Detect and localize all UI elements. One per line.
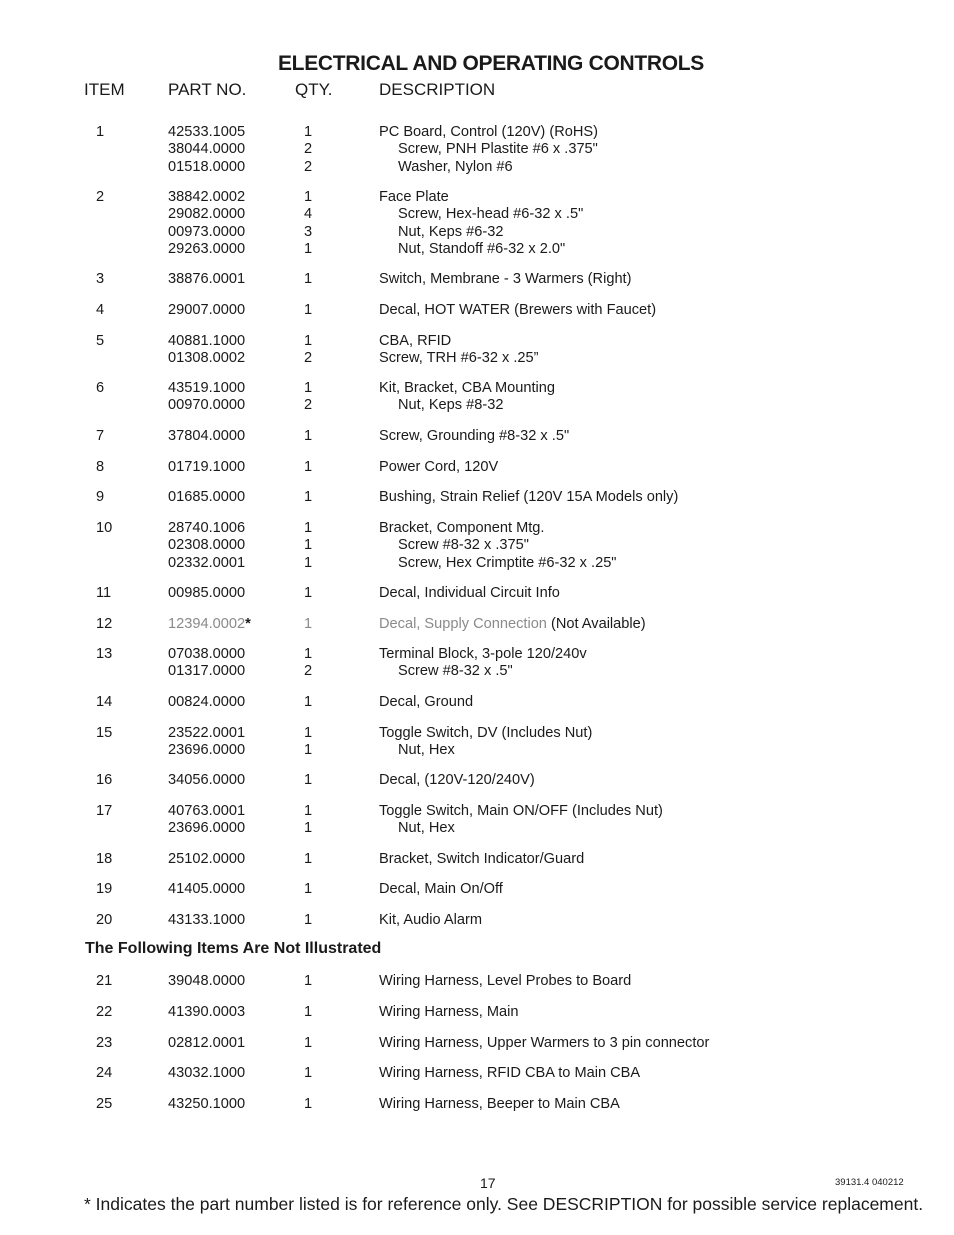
part-number-value: 40763.0001 bbox=[168, 803, 246, 819]
table-row bbox=[0, 380, 954, 397]
description bbox=[379, 772, 535, 789]
table-subrow bbox=[0, 820, 954, 837]
quantity: 1 bbox=[304, 537, 313, 554]
part-number-value: 43250.1000 bbox=[168, 1096, 246, 1112]
description-text: Power Cord, 120V bbox=[379, 459, 499, 475]
parts-group bbox=[0, 585, 954, 602]
quantity: 1 bbox=[304, 124, 313, 140]
part-number-value: 00985.0000 bbox=[168, 585, 246, 601]
description bbox=[379, 350, 539, 367]
parts-group bbox=[0, 616, 954, 633]
part-number bbox=[168, 585, 245, 602]
parts-group bbox=[0, 271, 954, 288]
table-row bbox=[0, 302, 954, 319]
quantity: 2 bbox=[304, 663, 313, 680]
parts-group bbox=[0, 803, 954, 838]
table-row bbox=[0, 973, 954, 990]
table-row bbox=[0, 694, 954, 711]
quantity: 1 bbox=[304, 554, 313, 571]
parts-group bbox=[0, 772, 954, 789]
part-number-value: 23696.0000 bbox=[168, 742, 246, 759]
quantity: 2 bbox=[304, 141, 313, 158]
part-number bbox=[168, 333, 245, 350]
description-text: Decal, HOT WATER (Brewers with Faucet) bbox=[379, 302, 657, 318]
part-number bbox=[168, 1096, 245, 1113]
part-number bbox=[168, 820, 245, 837]
item-number: 2 bbox=[96, 189, 105, 205]
parts-group bbox=[0, 124, 954, 176]
parts-group bbox=[0, 1096, 954, 1113]
item-number: 20 bbox=[96, 912, 113, 928]
description-text: Nut, Standoff #6-32 x 2.0" bbox=[398, 241, 566, 258]
header-qty: QTY. bbox=[295, 80, 333, 99]
part-number-value: 01719.1000 bbox=[168, 459, 246, 475]
quantity: 1 bbox=[304, 694, 313, 710]
description bbox=[379, 803, 663, 820]
parts-group bbox=[0, 189, 954, 259]
part-number bbox=[168, 141, 245, 158]
table-subrow bbox=[0, 397, 954, 414]
table-row bbox=[0, 616, 954, 633]
table-row bbox=[0, 333, 954, 350]
description-text: Screw, Hex Crimptite #6-32 x .25" bbox=[398, 554, 617, 571]
parts-group bbox=[0, 520, 954, 572]
parts-group bbox=[0, 912, 954, 929]
description-text: Screw #8-32 x .375" bbox=[398, 537, 529, 554]
part-number bbox=[168, 189, 245, 206]
table-row bbox=[0, 881, 954, 898]
item-number: 3 bbox=[96, 271, 105, 287]
description-text: Decal, Supply Connection bbox=[379, 616, 547, 632]
description bbox=[379, 881, 503, 898]
description bbox=[379, 973, 631, 990]
parts-group bbox=[0, 973, 954, 990]
part-number-value: 23696.0000 bbox=[168, 820, 246, 837]
description-text: Decal, Main On/Off bbox=[379, 881, 503, 897]
table-row bbox=[0, 1065, 954, 1082]
item-number: 9 bbox=[96, 489, 105, 505]
part-number-value: 01518.0000 bbox=[168, 158, 246, 175]
table-subrow bbox=[0, 350, 954, 367]
table-subrow bbox=[0, 742, 954, 759]
part-number-value: 28740.1006 bbox=[168, 520, 246, 536]
quantity: 1 bbox=[304, 772, 313, 788]
part-number bbox=[168, 851, 245, 868]
table-subrow bbox=[0, 159, 954, 176]
part-number-value: 41390.0003 bbox=[168, 1004, 246, 1020]
description bbox=[379, 616, 646, 633]
item-number: 4 bbox=[96, 302, 105, 318]
part-number-value: 29007.0000 bbox=[168, 302, 246, 318]
part-number bbox=[168, 206, 245, 223]
table-row bbox=[0, 489, 954, 506]
part-number-value: 34056.0000 bbox=[168, 772, 246, 788]
parts-group bbox=[0, 881, 954, 898]
description-text: Screw, Hex-head #6-32 x .5" bbox=[398, 206, 584, 223]
part-number-value: 40881.1000 bbox=[168, 333, 246, 349]
part-number bbox=[168, 224, 245, 241]
part-number-value: 02308.0000 bbox=[168, 537, 246, 554]
quantity: 1 bbox=[304, 489, 313, 505]
table-row bbox=[0, 189, 954, 206]
quantity: 1 bbox=[304, 1004, 313, 1020]
part-number bbox=[168, 725, 245, 742]
description bbox=[379, 1004, 519, 1021]
description-text: Wiring Harness, Upper Warmers to 3 pin connector bbox=[379, 1035, 710, 1051]
quantity: 1 bbox=[304, 241, 313, 258]
description-text: Screw, PNH Plastite #6 x .375" bbox=[398, 141, 598, 158]
table-subrow bbox=[0, 206, 954, 223]
item-number: 17 bbox=[96, 803, 113, 819]
item-number: 8 bbox=[96, 459, 105, 475]
quantity: 1 bbox=[304, 271, 313, 287]
quantity: 1 bbox=[304, 1065, 313, 1081]
item-number: 1 bbox=[96, 124, 105, 140]
part-number-value: 01308.0002 bbox=[168, 350, 246, 367]
part-number-value: 12394.0002 bbox=[168, 616, 246, 632]
table-row bbox=[0, 585, 954, 602]
description bbox=[379, 380, 555, 397]
quantity: 1 bbox=[304, 380, 313, 396]
item-number: 23 bbox=[96, 1035, 113, 1051]
description-text: Switch, Membrane - 3 Warmers (Right) bbox=[379, 271, 632, 287]
description bbox=[379, 646, 587, 663]
quantity: 1 bbox=[304, 616, 313, 632]
part-number-value: 43519.1000 bbox=[168, 380, 246, 396]
part-number bbox=[168, 973, 245, 990]
item-number: 10 bbox=[96, 520, 113, 536]
part-number-value: 02812.0001 bbox=[168, 1035, 246, 1051]
item-number: 19 bbox=[96, 881, 113, 897]
description bbox=[379, 189, 449, 206]
description bbox=[379, 1096, 620, 1113]
part-number bbox=[168, 489, 245, 506]
quantity: 1 bbox=[304, 725, 313, 741]
part-number bbox=[168, 428, 245, 445]
table-row bbox=[0, 803, 954, 820]
item-number: 25 bbox=[96, 1096, 113, 1112]
table-subrow bbox=[0, 141, 954, 158]
part-number-value: 01685.0000 bbox=[168, 489, 246, 505]
table-row bbox=[0, 1004, 954, 1021]
description-text: Terminal Block, 3-pole 120/240v bbox=[379, 646, 587, 662]
part-number-value: 02332.0001 bbox=[168, 554, 246, 571]
item-number: 18 bbox=[96, 851, 113, 867]
part-number bbox=[168, 1065, 245, 1082]
description bbox=[379, 489, 678, 506]
item-number: 12 bbox=[96, 616, 113, 632]
parts-group bbox=[0, 459, 954, 476]
item-number: 13 bbox=[96, 646, 113, 662]
part-number-value: 42533.1005 bbox=[168, 124, 246, 140]
part-number-value: 01317.0000 bbox=[168, 663, 246, 680]
item-number: 5 bbox=[96, 333, 105, 349]
description bbox=[379, 585, 560, 602]
description-text: Decal, Individual Circuit Info bbox=[379, 585, 560, 601]
description-text: CBA, RFID bbox=[379, 333, 452, 349]
item-number: 6 bbox=[96, 380, 105, 396]
description-text: Washer, Nylon #6 bbox=[398, 158, 513, 175]
table-subrow bbox=[0, 224, 954, 241]
description-text: Bracket, Component Mtg. bbox=[379, 520, 545, 536]
table-row bbox=[0, 1096, 954, 1113]
part-number bbox=[168, 1035, 245, 1052]
item-number: 21 bbox=[96, 973, 113, 989]
description bbox=[398, 820, 455, 837]
quantity: 1 bbox=[304, 189, 313, 205]
part-number-value: 29082.0000 bbox=[168, 206, 246, 223]
quantity: 1 bbox=[304, 1035, 313, 1051]
quantity: 2 bbox=[304, 158, 313, 175]
item-number: 22 bbox=[96, 1004, 113, 1020]
part-number-value: 38044.0000 bbox=[168, 141, 246, 158]
table-subrow bbox=[0, 663, 954, 680]
description-note: (Not Available) bbox=[546, 616, 646, 632]
description-text: Kit, Bracket, CBA Mounting bbox=[379, 380, 556, 396]
description-text: Kit, Audio Alarm bbox=[379, 912, 483, 928]
footnote: * Indicates the part number listed is for reference only. See DESCRIPTION for possible service replacement. bbox=[84, 1194, 924, 1214]
description-text: Toggle Switch, Main ON/OFF (Includes Nut) bbox=[379, 803, 663, 819]
part-number bbox=[168, 159, 245, 176]
description bbox=[379, 694, 473, 711]
description bbox=[398, 206, 583, 223]
item-number: 24 bbox=[96, 1065, 113, 1081]
quantity: 1 bbox=[304, 520, 313, 536]
description-text: Nut, Keps #8-32 bbox=[398, 397, 504, 414]
quantity: 1 bbox=[304, 459, 313, 475]
description bbox=[398, 555, 617, 572]
quantity: 2 bbox=[304, 397, 313, 414]
part-number bbox=[168, 241, 245, 258]
part-number bbox=[168, 1004, 245, 1021]
description bbox=[379, 851, 584, 868]
header-item: ITEM bbox=[84, 80, 125, 99]
table-row bbox=[0, 459, 954, 476]
page-number: 17 bbox=[480, 1175, 496, 1191]
description bbox=[379, 271, 631, 288]
parts-group bbox=[0, 1065, 954, 1082]
item-number: 14 bbox=[96, 694, 113, 710]
description-text: Wiring Harness, Main bbox=[379, 1004, 519, 1020]
parts-group bbox=[0, 1004, 954, 1021]
quantity: 1 bbox=[304, 585, 313, 601]
item-number: 11 bbox=[96, 585, 112, 601]
table-row bbox=[0, 124, 954, 141]
quantity: 1 bbox=[304, 803, 313, 819]
quantity: 1 bbox=[304, 851, 313, 867]
description bbox=[398, 159, 513, 176]
part-number bbox=[168, 520, 245, 537]
part-number-value: 41405.0000 bbox=[168, 881, 246, 897]
part-number bbox=[168, 912, 245, 929]
description bbox=[398, 397, 503, 414]
part-number-value: 00970.0000 bbox=[168, 397, 246, 414]
table-subrow bbox=[0, 241, 954, 258]
description-text: Wiring Harness, Beeper to Main CBA bbox=[379, 1096, 620, 1112]
parts-group bbox=[0, 694, 954, 711]
part-number-value: 23522.0001 bbox=[168, 725, 246, 741]
part-number bbox=[168, 555, 245, 572]
description bbox=[379, 1035, 709, 1052]
parts-group bbox=[0, 851, 954, 868]
quantity: 1 bbox=[304, 820, 313, 837]
parts-group bbox=[0, 725, 954, 760]
description bbox=[379, 1065, 640, 1082]
parts-group bbox=[0, 428, 954, 445]
part-number bbox=[168, 772, 245, 789]
part-number bbox=[168, 350, 245, 367]
description bbox=[379, 459, 498, 476]
parts-group bbox=[0, 1035, 954, 1052]
table-row bbox=[0, 646, 954, 663]
part-number-value: 38876.0001 bbox=[168, 271, 246, 287]
item-number: 15 bbox=[96, 725, 113, 741]
description bbox=[379, 428, 569, 445]
description-text: Face Plate bbox=[379, 189, 449, 205]
parts-group bbox=[0, 489, 954, 506]
quantity: 1 bbox=[304, 742, 313, 759]
part-number bbox=[168, 694, 245, 711]
part-number-value: 00824.0000 bbox=[168, 694, 246, 710]
table-row bbox=[0, 271, 954, 288]
part-number-value: 25102.0000 bbox=[168, 851, 246, 867]
description bbox=[398, 241, 565, 258]
quantity: 1 bbox=[304, 302, 313, 318]
table-row bbox=[0, 520, 954, 537]
part-number bbox=[168, 537, 245, 554]
quantity: 1 bbox=[304, 1096, 313, 1112]
part-number bbox=[168, 881, 245, 898]
description bbox=[398, 224, 503, 241]
part-number-value: 29263.0000 bbox=[168, 241, 246, 258]
parts-group bbox=[0, 333, 954, 368]
description bbox=[379, 333, 451, 350]
table-subrow bbox=[0, 555, 954, 572]
table-row bbox=[0, 912, 954, 929]
header-part-no: PART NO. bbox=[168, 80, 247, 99]
description bbox=[398, 141, 598, 158]
description bbox=[379, 520, 544, 537]
part-number bbox=[168, 663, 245, 680]
part-number-value: 37804.0000 bbox=[168, 428, 246, 444]
quantity: 3 bbox=[304, 223, 313, 240]
table-subrow bbox=[0, 537, 954, 554]
quantity: 1 bbox=[304, 973, 313, 989]
part-number-value: 43032.1000 bbox=[168, 1065, 246, 1081]
description-text: Toggle Switch, DV (Includes Nut) bbox=[379, 725, 593, 741]
part-number bbox=[168, 646, 245, 663]
quantity: 1 bbox=[304, 333, 313, 349]
quantity: 1 bbox=[304, 881, 313, 897]
table-row bbox=[0, 772, 954, 789]
document-code: 39131.4 040212 bbox=[835, 1177, 904, 1188]
quantity: 2 bbox=[304, 350, 313, 367]
part-number-value: 38842.0002 bbox=[168, 189, 246, 205]
description bbox=[379, 912, 482, 929]
part-number bbox=[168, 616, 251, 633]
quantity: 1 bbox=[304, 912, 313, 928]
page-title: ELECTRICAL AND OPERATING CONTROLS bbox=[277, 52, 705, 75]
quantity: 1 bbox=[304, 428, 313, 444]
description bbox=[379, 302, 656, 319]
description-text: Screw, Grounding #8-32 x .5" bbox=[379, 428, 570, 444]
item-number: 16 bbox=[96, 772, 113, 788]
parts-group bbox=[0, 302, 954, 319]
description-text: Screw, TRH #6-32 x .25” bbox=[379, 350, 539, 367]
part-number-value: 43133.1000 bbox=[168, 912, 246, 928]
section-heading-not-illustrated: The Following Items Are Not Illustrated bbox=[85, 940, 382, 957]
description-text: Decal, Ground bbox=[379, 694, 474, 710]
quantity: 1 bbox=[304, 646, 313, 662]
part-number bbox=[168, 302, 245, 319]
part-number-value: 07038.0000 bbox=[168, 646, 246, 662]
quantity: 4 bbox=[304, 206, 313, 223]
table-row bbox=[0, 1035, 954, 1052]
part-number bbox=[168, 124, 245, 141]
description bbox=[379, 124, 598, 141]
description-text: Wiring Harness, Level Probes to Board bbox=[379, 973, 632, 989]
description-text: Wiring Harness, RFID CBA to Main CBA bbox=[379, 1065, 641, 1081]
description bbox=[398, 663, 513, 680]
description bbox=[398, 742, 455, 759]
part-number-value: 00973.0000 bbox=[168, 223, 246, 240]
description-text: Bracket, Switch Indicator/Guard bbox=[379, 851, 585, 867]
description-text: Decal, (120V-120/240V) bbox=[379, 772, 535, 788]
part-number bbox=[168, 742, 245, 759]
part-number-value: 39048.0000 bbox=[168, 973, 246, 989]
description-text: Screw #8-32 x .5" bbox=[398, 663, 513, 680]
table-row bbox=[0, 428, 954, 445]
description-text: Nut, Hex bbox=[398, 820, 455, 837]
part-number bbox=[168, 803, 245, 820]
description-text: Nut, Hex bbox=[398, 742, 455, 759]
table-row bbox=[0, 851, 954, 868]
part-number bbox=[168, 397, 245, 414]
parts-group bbox=[0, 646, 954, 681]
description-text: Bushing, Strain Relief (120V 15A Models only) bbox=[379, 489, 679, 505]
description-text: Nut, Keps #6-32 bbox=[398, 223, 504, 240]
description-text: PC Board, Control (120V) (RoHS) bbox=[379, 124, 598, 140]
part-number bbox=[168, 380, 245, 397]
description bbox=[379, 725, 592, 742]
header-description: DESCRIPTION bbox=[379, 80, 496, 99]
part-number bbox=[168, 271, 245, 288]
part-number bbox=[168, 459, 245, 476]
table-row bbox=[0, 725, 954, 742]
item-number: 7 bbox=[96, 428, 105, 444]
reference-asterisk: * bbox=[245, 616, 251, 632]
parts-group bbox=[0, 380, 954, 415]
description bbox=[398, 537, 529, 554]
